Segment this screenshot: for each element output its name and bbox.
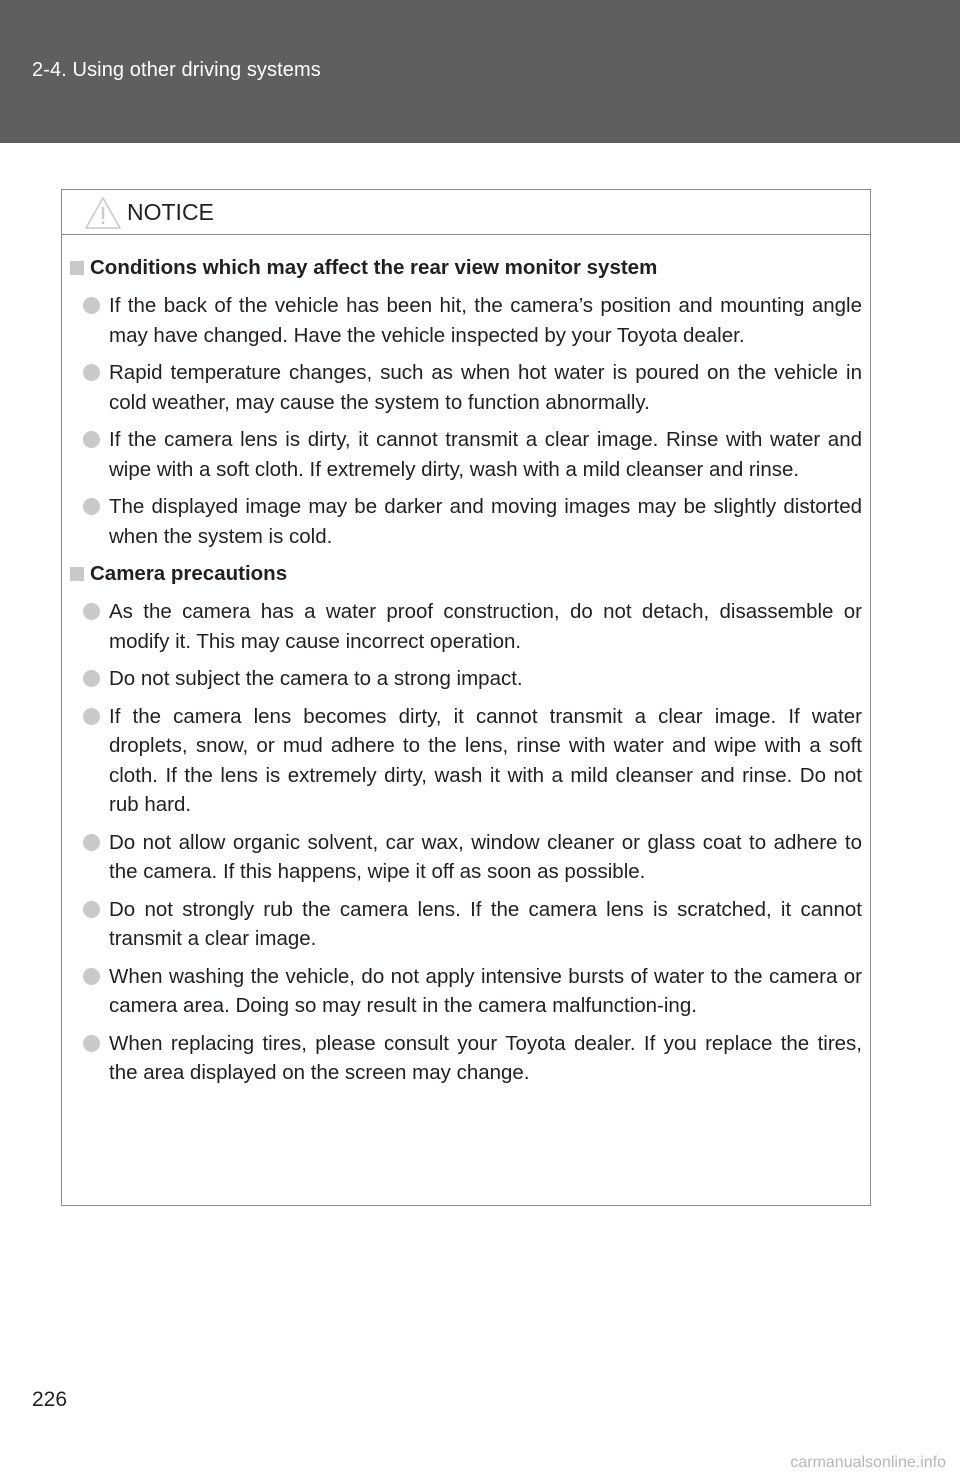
list-item [109, 597, 862, 656]
circle-bullet-icon [83, 1035, 100, 1052]
list-item-text: When replacing tires, please consult your Toyota dealer. If you replace the tires, the area displayed on the screen may change. [109, 1031, 862, 1084]
section-title: 2-4. Using other driving systems [32, 59, 321, 81]
circle-bullet-icon [83, 708, 100, 725]
circle-bullet-icon [83, 968, 100, 985]
watermark: carmanualsonline.info [790, 1454, 946, 1471]
circle-bullet-icon [83, 670, 100, 687]
section-heading-text: Camera precautions [90, 562, 288, 585]
notice-header [62, 190, 870, 235]
circle-bullet-icon [83, 498, 100, 515]
list-item [109, 358, 862, 417]
square-bullet-icon [70, 261, 84, 275]
list-item-text: The displayed image may be darker and moving images may be slightly distorted when the system is cold. [109, 495, 862, 548]
warning-triangle-icon [84, 196, 122, 230]
list-item-text: Do not strongly rub the camera lens. If the camera lens is scratched, it cannot transmit a clear image. [109, 897, 862, 950]
list-item [109, 492, 862, 551]
notice-label: NOTICE [127, 199, 214, 225]
circle-bullet-icon [83, 297, 100, 314]
list-item-text: If the camera lens becomes dirty, it cannot transmit a clear image. If water droplets, snow, or mud adhere to the lens, rinse with water and wipe with a soft cloth. If the lens is extremely dirty, wash it with a mild cleanser and rinse. Do not rub hard. [109, 704, 862, 816]
list-item-text: If the back of the vehicle has been hit, the camera’s position and mounting angle may have changed. Have the vehicle inspected by your Toyota dealer. [109, 294, 862, 347]
section-heading [70, 253, 870, 283]
section-heading [70, 559, 870, 589]
list-item-text: When washing the vehicle, do not apply intensive bursts of water to the camera or camera area. Doing so may result in the camera malfunction-ing. [109, 964, 862, 1017]
list-item-text: Rapid temperature changes, such as when hot water is poured on the vehicle in cold weather, may cause the system to function abnormally. [109, 361, 862, 414]
circle-bullet-icon [83, 834, 100, 851]
page-number: 226 [32, 1388, 68, 1411]
header-band [0, 0, 960, 143]
list-item [109, 664, 862, 694]
circle-bullet-icon [83, 364, 100, 381]
list-item-text: If the camera lens is dirty, it cannot transmit a clear image. Rinse with water and wipe with a soft cloth. If extremely dirty, wash with a mild cleanser and rinse. [109, 428, 862, 481]
list-item [109, 425, 862, 484]
list-item [109, 1029, 862, 1088]
notice-body [62, 245, 870, 1096]
list-item [109, 291, 862, 350]
circle-bullet-icon [83, 431, 100, 448]
circle-bullet-icon [83, 901, 100, 918]
list-item-text: Do not allow organic solvent, car wax, window cleaner or glass coat to adhere to the camera. If this happens, wipe it off as soon as possible. [109, 830, 862, 883]
circle-bullet-icon [83, 603, 100, 620]
list-item [109, 962, 862, 1021]
list-item-text: Do not subject the camera to a strong impact. [109, 667, 523, 690]
list-item [109, 895, 862, 954]
square-bullet-icon [70, 567, 84, 581]
list-item [109, 702, 862, 820]
list-item [109, 828, 862, 887]
section-heading-text: Conditions which may affect the rear view monitor system [90, 256, 658, 279]
list-item-text: As the camera has a water proof construction, do not detach, disassemble or modify it. This may cause incorrect operation. [109, 600, 862, 653]
notice-box [61, 189, 871, 1206]
